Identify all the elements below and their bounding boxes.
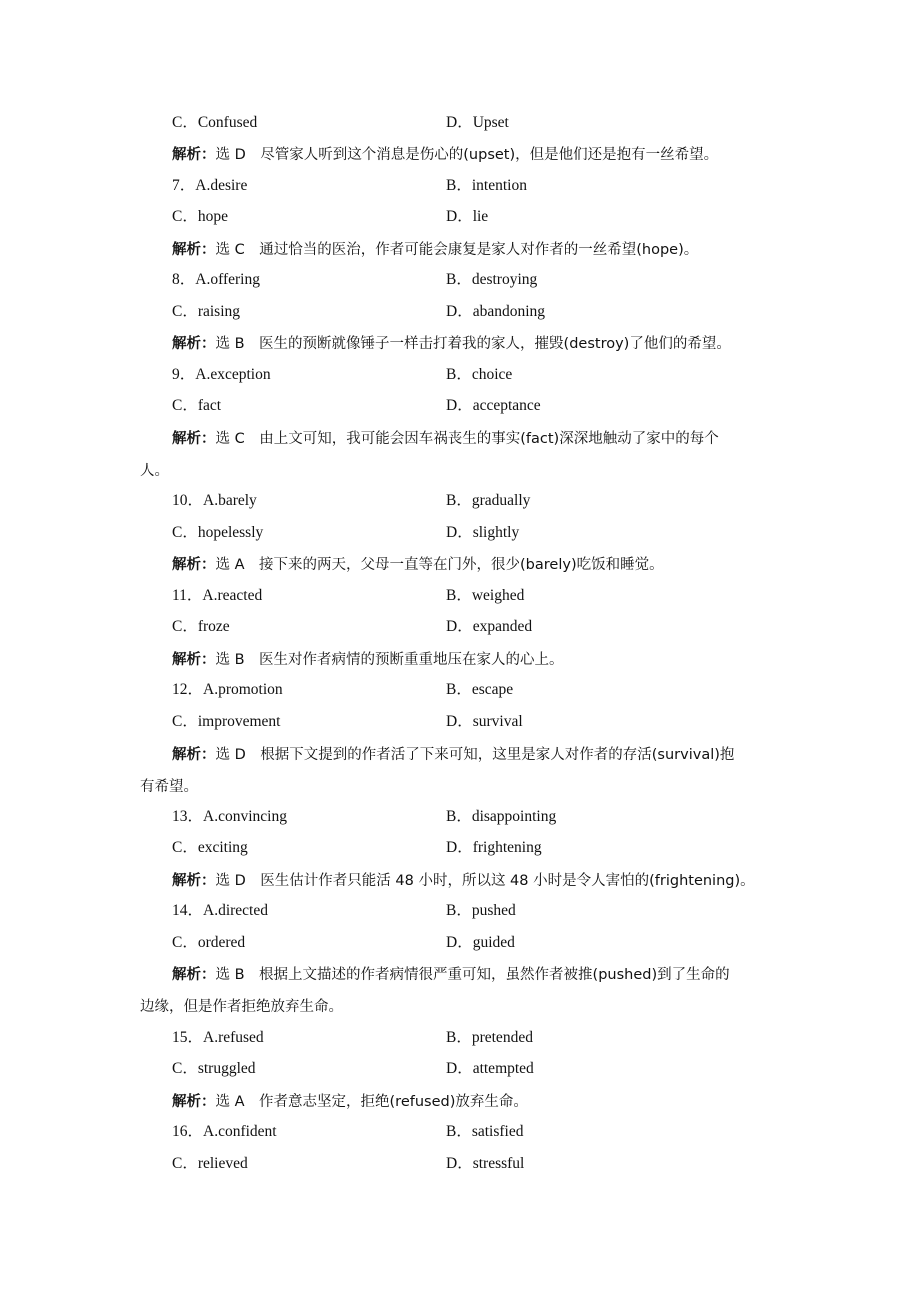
explanation-row (0, 426, 920, 479)
option-left: 8．A.offering (172, 271, 260, 288)
option-left: 15．A.refused (172, 1029, 264, 1046)
option-left: C．Confused (172, 114, 258, 131)
option-row (0, 489, 920, 513)
option-right: D．frightening (446, 839, 542, 856)
option-right: B．intention (446, 177, 527, 194)
option-right: B．escape (446, 681, 514, 698)
explanation-row (0, 331, 920, 355)
option-right: D．slightly (446, 524, 520, 541)
option-right: D．abandoning (446, 303, 546, 320)
explanation-text (140, 959, 784, 1023)
explanation-label: 解析： (172, 147, 216, 163)
explanation-label: 解析： (172, 1094, 216, 1110)
option-row (0, 205, 920, 229)
explanation-continuation: 有希望。 (140, 778, 198, 795)
option-right: D．expanded (446, 618, 533, 635)
option-right: D．acceptance (446, 397, 541, 414)
option-left: 16．A.confident (172, 1123, 277, 1140)
explanation-body: 选 A 接下来的两天，父母一直等在门外，很少(barely)吃饭和睡觉。 (215, 557, 664, 573)
option-row (0, 1026, 920, 1050)
option-left: C．improvement (172, 713, 281, 730)
explanation-body: 选 D 医生估计作者只能活 48 小时，所以这 48 小时是令人害怕的(frightening)。 (215, 873, 755, 889)
explanation-text (172, 865, 784, 898)
explanation-label: 解析： (172, 431, 216, 447)
explanation-row (0, 237, 920, 261)
explanation-body: 选 C 通过恰当的医治，作者可能会康复是家人对作者的一丝希望(hope)。 (215, 242, 699, 258)
option-row (0, 394, 920, 418)
option-right: B．gradually (446, 492, 531, 509)
explanation-text (172, 644, 784, 677)
explanation-row (0, 142, 920, 166)
option-right: B．satisfied (446, 1123, 524, 1140)
option-left: C．struggled (172, 1060, 256, 1077)
option-row (0, 1057, 920, 1081)
explanation-text (140, 739, 784, 803)
option-right: D．lie (446, 208, 489, 225)
explanation-label: 解析： (172, 652, 216, 668)
option-left: 7．A.desire (172, 177, 248, 194)
option-right: D．Upset (446, 114, 509, 131)
option-left: 14．A.directed (172, 902, 268, 919)
option-right: B．weighed (446, 587, 525, 604)
option-row (0, 899, 920, 923)
explanation-row (0, 742, 920, 795)
explanation-row (0, 962, 920, 1015)
option-left: C．fact (172, 397, 222, 414)
option-left: 13．A.convincing (172, 808, 287, 825)
explanation-body: 选 B 根据上文描述的作者病情很严重可知，虽然作者被推(pushed)到了生命的 (215, 967, 730, 983)
option-left: 9．A.exception (172, 366, 271, 383)
explanation-row (0, 552, 920, 576)
explanation-text (172, 234, 784, 267)
option-left: C．hope (172, 208, 228, 225)
option-left: 11．A.reacted (172, 587, 263, 604)
explanation-label: 解析： (172, 336, 216, 352)
option-row (0, 710, 920, 734)
option-row (0, 300, 920, 324)
explanation-continuation: 人。 (140, 462, 169, 479)
explanation-row (0, 1089, 920, 1113)
explanation-text (172, 328, 784, 361)
explanation-text (172, 549, 784, 582)
explanation-body: 选 D 根据下文提到的作者活了下来可知，这里是家人对作者的存活(survival)抱 (215, 747, 735, 763)
explanation-label: 解析： (172, 747, 216, 763)
explanation-body: 选 A 作者意志坚定，拒绝(refused)放弃生命。 (215, 1094, 528, 1110)
explanation-label: 解析： (172, 873, 216, 889)
explanation-label: 解析： (172, 967, 216, 983)
option-right: B．disappointing (446, 808, 557, 825)
option-right: B．pretended (446, 1029, 533, 1046)
option-row (0, 836, 920, 860)
option-row (0, 268, 920, 292)
explanation-body: 选 B 医生对作者病情的预断重重地压在家人的心上。 (215, 652, 564, 668)
option-row (0, 805, 920, 829)
option-left: C．relieved (172, 1155, 248, 1172)
explanation-row (0, 647, 920, 671)
option-right: D．survival (446, 713, 523, 730)
option-left: 10．A.barely (172, 492, 257, 509)
option-row (0, 363, 920, 387)
option-right: D．attempted (446, 1060, 534, 1077)
option-left: C．ordered (172, 934, 246, 951)
explanation-body: 选 D 尽管家人听到这个消息是伤心的(upset)，但是他们还是抱有一丝希望。 (215, 147, 719, 163)
option-row (0, 931, 920, 955)
option-right: D．guided (446, 934, 515, 951)
option-right: D．stressful (446, 1155, 525, 1172)
option-row (0, 111, 920, 135)
explanation-text (172, 139, 784, 172)
option-left: C．exciting (172, 839, 248, 856)
option-row (0, 174, 920, 198)
explanation-row (0, 868, 920, 892)
explanation-body: 选 B 医生的预断就像锤子一样击打着我的家人，摧毁(destroy)了他们的希望。 (215, 336, 731, 352)
option-row (0, 584, 920, 608)
option-row (0, 615, 920, 639)
option-right: B．destroying (446, 271, 538, 288)
explanation-label: 解析： (172, 557, 216, 573)
option-left: 12．A.promotion (172, 681, 283, 698)
option-left: C．hopelessly (172, 524, 264, 541)
explanation-continuation: 边缘，但是作者拒绝放弃生命。 (140, 998, 343, 1015)
option-row (0, 1152, 920, 1176)
explanation-text (140, 423, 784, 487)
explanation-text (172, 1086, 784, 1119)
explanation-body: 选 C 由上文可知，我可能会因车祸丧生的事实(fact)深深地触动了家中的每个 (215, 431, 719, 447)
option-row (0, 1120, 920, 1144)
option-right: B．choice (446, 366, 513, 383)
option-left: C．raising (172, 303, 241, 320)
option-right: B．pushed (446, 902, 516, 919)
option-left: C．froze (172, 618, 230, 635)
option-row (0, 678, 920, 702)
explanation-label: 解析： (172, 242, 216, 258)
option-row (0, 521, 920, 545)
